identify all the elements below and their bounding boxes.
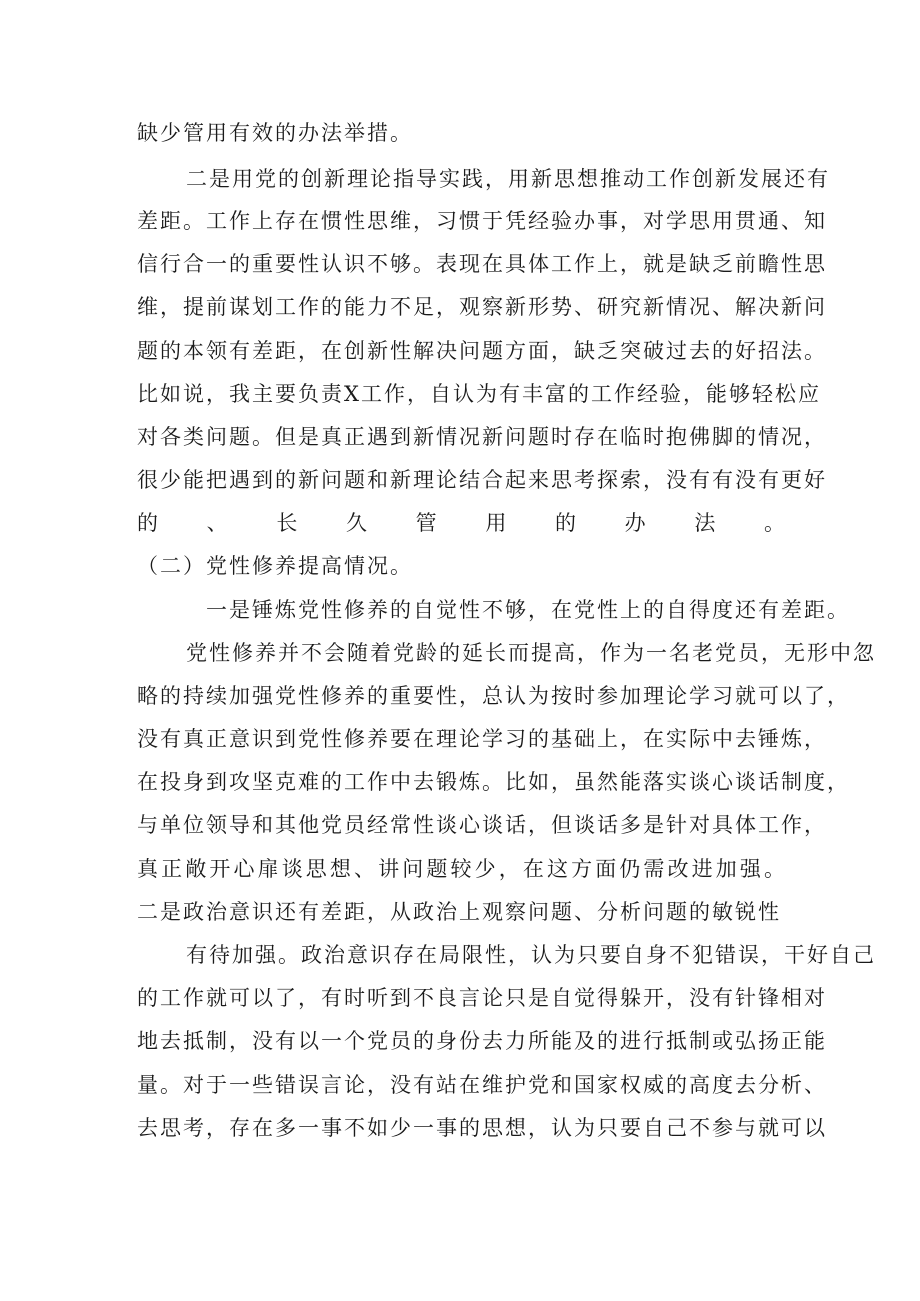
text-line: 差距。工作上存在惯性思维，习惯于凭经验办事，对学思用贯通、知	[137, 209, 827, 233]
paragraph-start-line: 二是用党的创新理论指导实践，用新思想推动工作创新发展还有	[186, 167, 830, 191]
text-line: 没有真正意识到党性修养要在理论学习的基础上，在实际中去锤炼，	[137, 727, 827, 751]
text-line: 去思考，存在多一事不如少一事的思想，认为只要自己不参与就可以	[137, 1116, 827, 1140]
text-line: 的工作就可以了，有时听到不良言论只是自觉得躲开，没有针锋相对	[137, 986, 827, 1010]
text-line: 题的本领有差距，在创新性解决问题方面，缺乏突破过去的好招法。	[137, 339, 827, 363]
text-line: 真正敞开心扉谈思想、讲问题较少，在这方面仍需改进加强。	[137, 857, 787, 881]
text-line: 略的持续加强党性修养的重要性，总认为按时参加理论学习就可以了，	[137, 684, 850, 708]
text-line: 地去抵制，没有以一个党员的身份去力所能及的进行抵制或弘扬正能	[137, 1029, 827, 1053]
text-line: 量。对于一些错误言论，没有站在维护党和国家权威的高度去分析、	[137, 1073, 827, 1097]
text-line: 在投身到攻坚克难的工作中去锻炼。比如，虽然能落实谈心谈话制度，	[137, 770, 850, 794]
text-line: 二是政治意识还有差距，从政治上观察问题、分析问题的敏锐性	[137, 900, 781, 924]
text-line	[137, 1151, 787, 1191]
text-line: 比如说，我主要负责X工作，自认为有丰富的工作经验，能够轻松应	[137, 382, 821, 406]
paragraph-start-line: 党性修养并不会随着党龄的延长而提高，作为一名老党员，无形中忽	[186, 641, 876, 665]
text-line: 对各类问题。但是真正遇到新情况新问题时存在临时抱佛脚的情况，	[137, 425, 827, 449]
section-heading: 一是锤炼党性修养的自觉性不够，在党性上的自得度还有差距。	[206, 598, 850, 622]
text-line: 与单位领导和其他党员经常性谈心谈话，但谈话多是针对具体工作，	[137, 813, 827, 837]
text-line: 缺少管用有效的办法举措。	[137, 121, 413, 145]
text-line: 很少能把遇到的新问题和新理论结合起来思考探索，没有有没有更好	[137, 468, 827, 492]
text-line: （二）党性修养提高情况。	[137, 554, 413, 578]
paragraph-start-line: 有待加强。政治意识存在局限性，认为只要自身不犯错误，干好自己	[186, 943, 876, 967]
text-line: 信行合一的重要性认识不够。表现在具体工作上，就是缺乏前瞻性思	[137, 252, 827, 276]
text-line: 的、长久管用的办法。	[137, 511, 787, 535]
text-line: 维，提前谋划工作的能力不足，观察新形势、研究新情况、解决新问	[137, 295, 827, 319]
